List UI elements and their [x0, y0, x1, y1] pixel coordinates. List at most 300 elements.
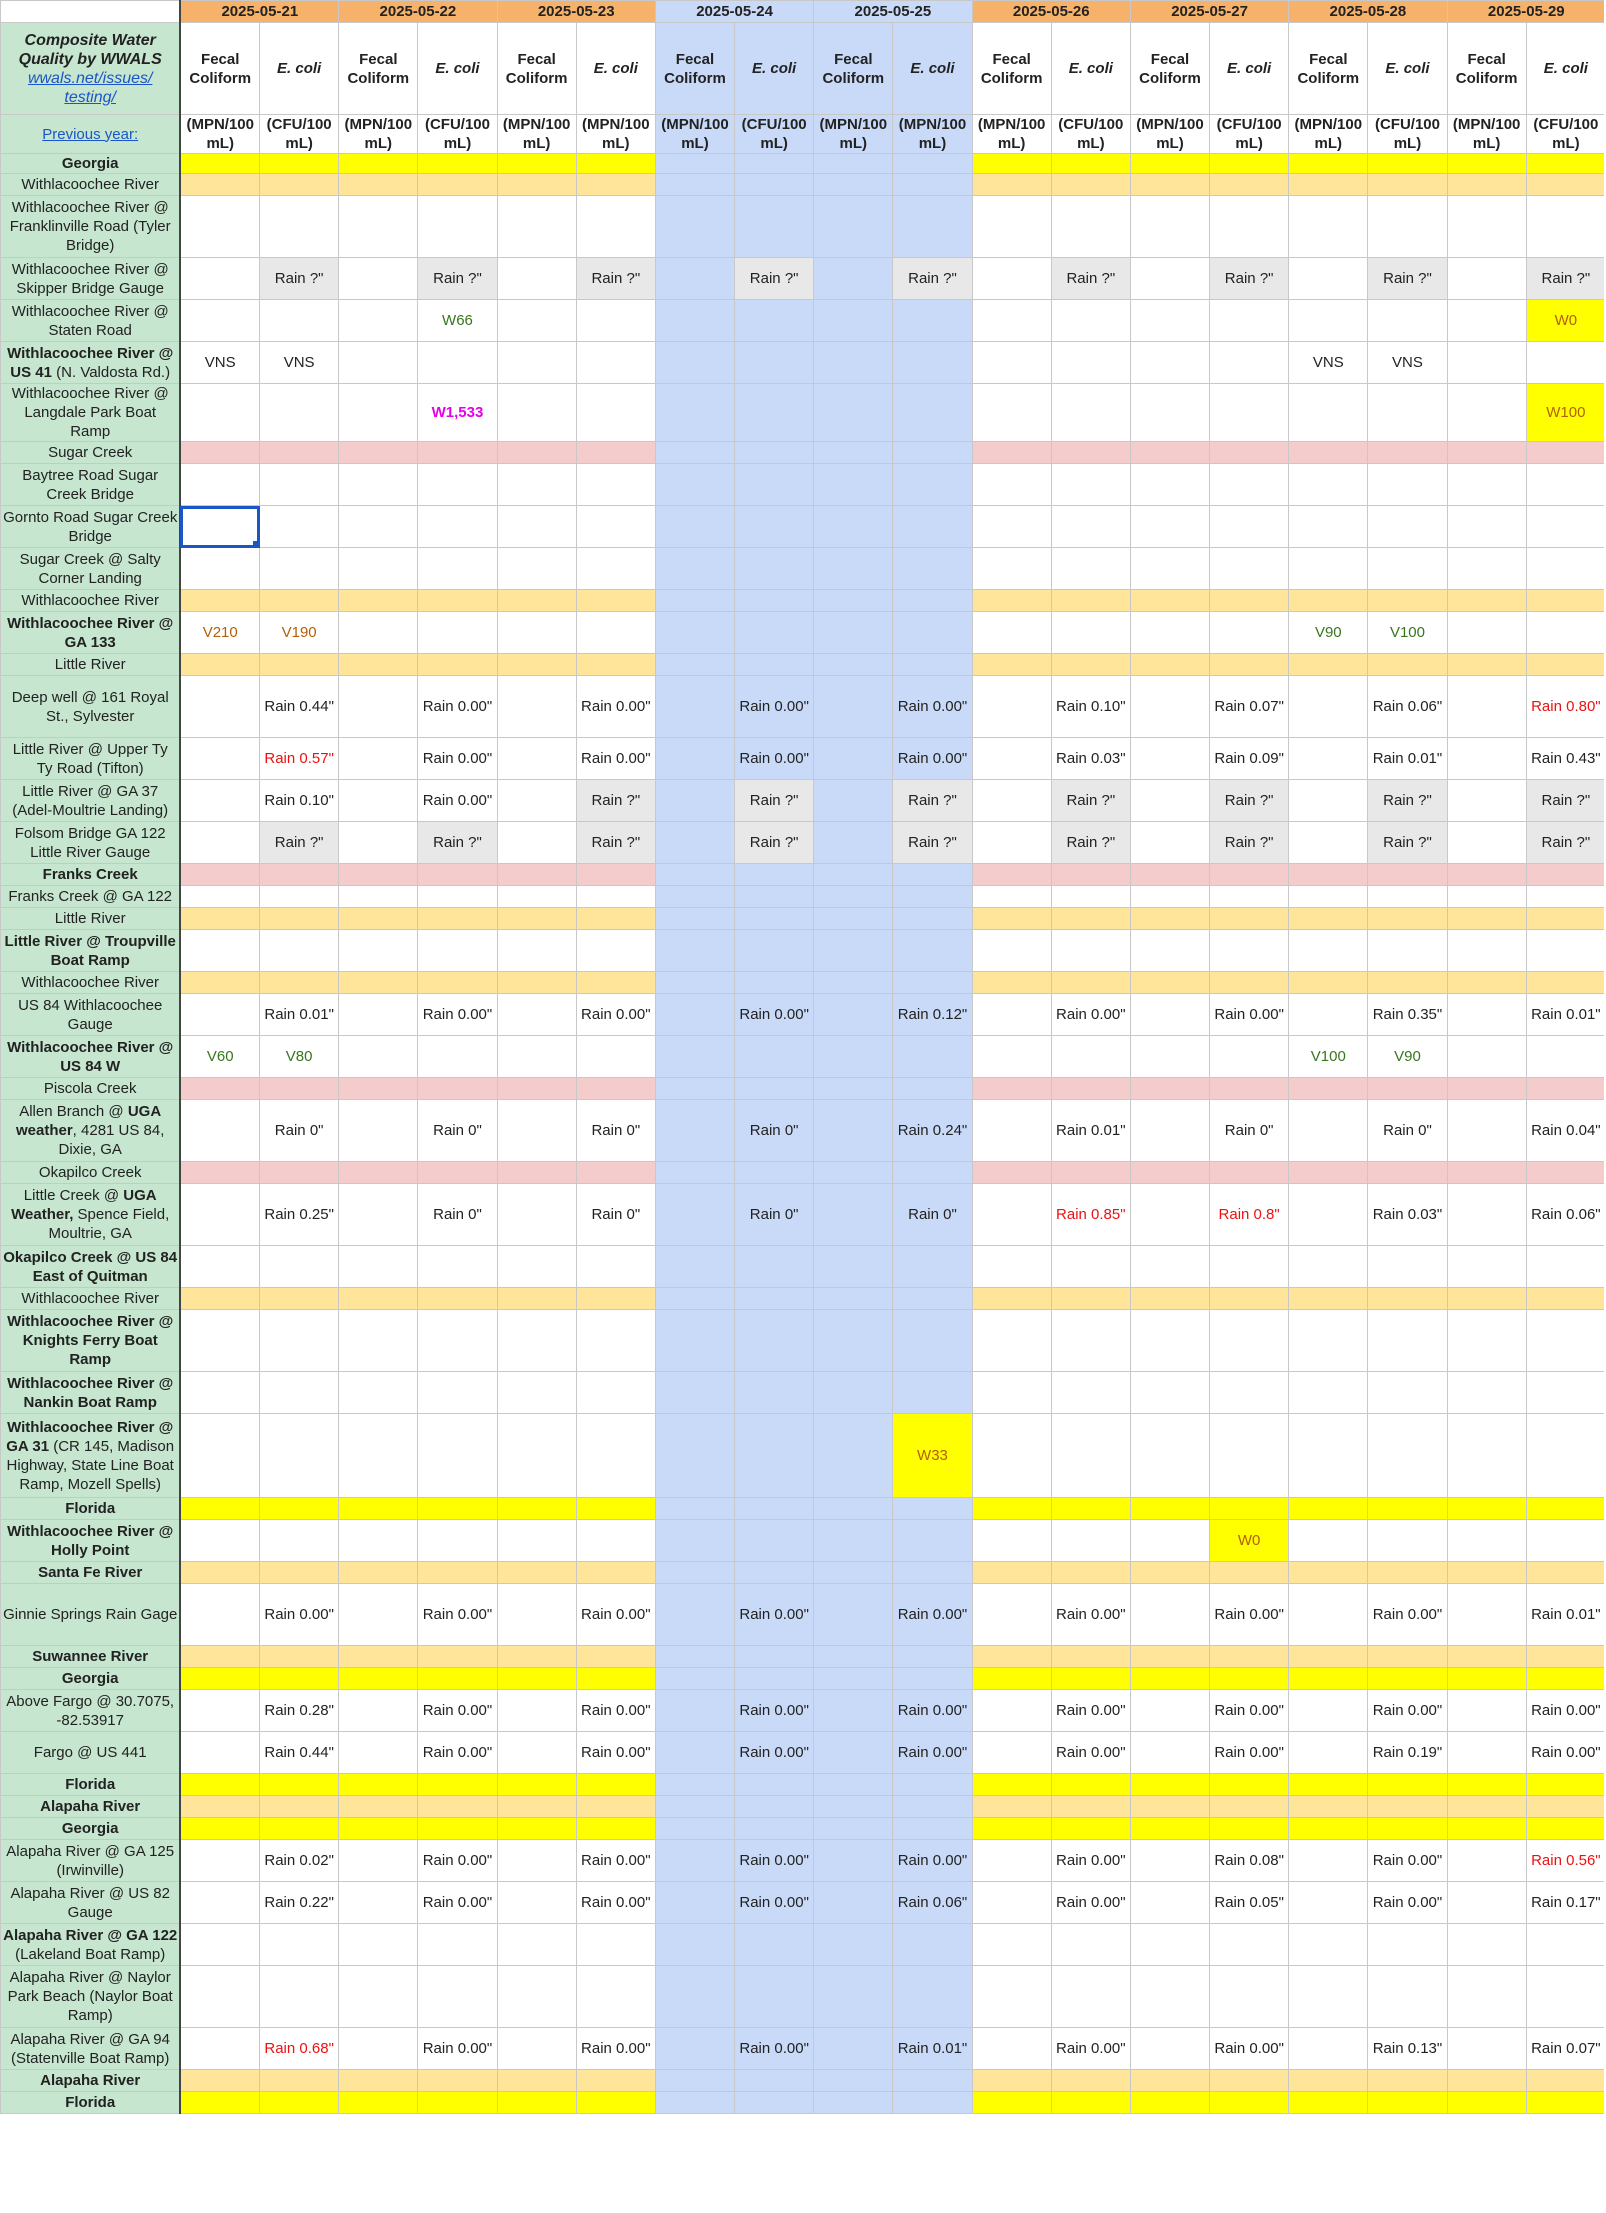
data-cell[interactable]: [1447, 930, 1526, 972]
data-cell[interactable]: [972, 1668, 1051, 1690]
data-cell[interactable]: [814, 1162, 893, 1184]
data-cell[interactable]: [655, 1668, 734, 1690]
data-cell[interactable]: [1526, 1646, 1605, 1668]
data-cell[interactable]: [655, 2092, 734, 2114]
data-cell[interactable]: [1210, 1036, 1289, 1078]
data-cell[interactable]: [260, 1310, 339, 1372]
data-cell[interactable]: [735, 1818, 814, 1840]
data-cell[interactable]: [339, 994, 418, 1036]
data-cell[interactable]: [893, 342, 972, 384]
data-cell[interactable]: [1289, 676, 1368, 738]
data-cell[interactable]: [339, 612, 418, 654]
data-cell[interactable]: Rain 0.8": [1210, 1184, 1289, 1246]
data-cell[interactable]: [1368, 1246, 1447, 1288]
data-cell[interactable]: [576, 1562, 655, 1584]
data-cell[interactable]: [497, 1774, 576, 1796]
data-cell[interactable]: [418, 1668, 497, 1690]
data-cell[interactable]: Rain 0.17": [1526, 1882, 1605, 1924]
data-cell[interactable]: Rain ?": [1368, 822, 1447, 864]
data-cell[interactable]: [814, 1078, 893, 1100]
data-cell[interactable]: [339, 908, 418, 930]
data-cell[interactable]: [260, 1774, 339, 1796]
data-cell[interactable]: [814, 1498, 893, 1520]
data-cell[interactable]: Rain 0.00": [1210, 1584, 1289, 1646]
data-cell[interactable]: [1368, 1520, 1447, 1562]
data-cell[interactable]: [497, 1372, 576, 1414]
data-cell[interactable]: [1447, 590, 1526, 612]
data-cell[interactable]: [655, 464, 734, 506]
data-cell[interactable]: [814, 994, 893, 1036]
data-cell[interactable]: [735, 2070, 814, 2092]
data-cell[interactable]: [339, 258, 418, 300]
data-cell[interactable]: [576, 1668, 655, 1690]
data-cell[interactable]: [1130, 590, 1209, 612]
data-cell[interactable]: [180, 972, 259, 994]
data-cell[interactable]: [180, 1372, 259, 1414]
data-cell[interactable]: [1289, 1246, 1368, 1288]
data-cell[interactable]: Rain 0.00": [735, 676, 814, 738]
data-cell[interactable]: [972, 1562, 1051, 1584]
data-cell[interactable]: [735, 1562, 814, 1584]
data-cell[interactable]: [735, 1372, 814, 1414]
data-cell[interactable]: [1289, 464, 1368, 506]
data-cell[interactable]: Rain 0.00": [1051, 2028, 1130, 2070]
data-cell[interactable]: [972, 1310, 1051, 1372]
data-cell[interactable]: [497, 1966, 576, 2028]
data-cell[interactable]: [576, 1310, 655, 1372]
data-cell[interactable]: [418, 612, 497, 654]
data-cell[interactable]: Rain 0.00": [576, 1840, 655, 1882]
data-cell[interactable]: [972, 1162, 1051, 1184]
data-cell[interactable]: [1289, 972, 1368, 994]
data-cell[interactable]: [893, 1818, 972, 1840]
data-cell[interactable]: [339, 1882, 418, 1924]
data-cell[interactable]: [735, 1796, 814, 1818]
data-cell[interactable]: [1130, 1162, 1209, 1184]
data-cell[interactable]: [497, 864, 576, 886]
data-cell[interactable]: [1051, 1520, 1130, 1562]
data-cell[interactable]: [497, 676, 576, 738]
data-cell[interactable]: [893, 1288, 972, 1310]
data-cell[interactable]: [814, 908, 893, 930]
data-cell[interactable]: [180, 1646, 259, 1668]
data-cell[interactable]: W66: [418, 300, 497, 342]
data-cell[interactable]: [576, 154, 655, 174]
data-cell[interactable]: Rain 0": [735, 1184, 814, 1246]
data-cell[interactable]: [1130, 196, 1209, 258]
data-cell[interactable]: [1447, 1414, 1526, 1498]
data-cell[interactable]: [418, 1288, 497, 1310]
data-cell[interactable]: Rain 0.00": [260, 1584, 339, 1646]
data-cell[interactable]: [1051, 1162, 1130, 1184]
data-cell[interactable]: [1526, 154, 1605, 174]
data-cell[interactable]: [1130, 654, 1209, 676]
data-cell[interactable]: [180, 1796, 259, 1818]
data-cell[interactable]: [1526, 1796, 1605, 1818]
data-cell[interactable]: [180, 1562, 259, 1584]
data-cell[interactable]: [339, 1100, 418, 1162]
data-cell[interactable]: [497, 1310, 576, 1372]
data-cell[interactable]: [1526, 196, 1605, 258]
data-cell[interactable]: [260, 464, 339, 506]
data-cell[interactable]: [655, 1246, 734, 1288]
data-cell[interactable]: [1051, 1818, 1130, 1840]
data-cell[interactable]: [260, 908, 339, 930]
data-cell[interactable]: [418, 154, 497, 174]
data-cell[interactable]: Rain 0.00": [893, 1840, 972, 1882]
data-cell[interactable]: [260, 506, 339, 548]
data-cell[interactable]: [497, 1840, 576, 1882]
data-cell[interactable]: [1210, 506, 1289, 548]
data-cell[interactable]: [1130, 342, 1209, 384]
data-cell[interactable]: [1447, 506, 1526, 548]
data-cell[interactable]: [735, 1246, 814, 1288]
data-cell[interactable]: VNS: [260, 342, 339, 384]
data-cell[interactable]: [735, 300, 814, 342]
data-cell[interactable]: [260, 1498, 339, 1520]
data-cell[interactable]: [972, 612, 1051, 654]
data-cell[interactable]: [655, 1036, 734, 1078]
data-cell[interactable]: [814, 1796, 893, 1818]
data-cell[interactable]: [576, 1246, 655, 1288]
data-cell[interactable]: [1289, 442, 1368, 464]
data-cell[interactable]: [972, 654, 1051, 676]
data-cell[interactable]: Rain 0.00": [418, 1840, 497, 1882]
data-cell[interactable]: [180, 864, 259, 886]
data-cell[interactable]: W1,533: [418, 384, 497, 442]
data-cell[interactable]: [972, 2092, 1051, 2114]
data-cell[interactable]: [1447, 1562, 1526, 1584]
data-cell[interactable]: Rain 0.00": [576, 1732, 655, 1774]
data-cell[interactable]: Rain 0.07": [1526, 2028, 1605, 2070]
data-cell[interactable]: [1289, 1732, 1368, 1774]
data-cell[interactable]: [497, 2028, 576, 2070]
data-cell[interactable]: [972, 342, 1051, 384]
data-cell[interactable]: [1130, 1288, 1209, 1310]
data-cell[interactable]: [1289, 1924, 1368, 1966]
data-cell[interactable]: Rain 0.80": [1526, 676, 1605, 738]
data-cell[interactable]: Rain 0.12": [893, 994, 972, 1036]
data-cell[interactable]: [339, 1288, 418, 1310]
data-cell[interactable]: Rain 0.44": [260, 1732, 339, 1774]
data-cell[interactable]: [1130, 930, 1209, 972]
data-cell[interactable]: [1447, 822, 1526, 864]
data-cell[interactable]: V190: [260, 612, 339, 654]
data-cell[interactable]: [1368, 930, 1447, 972]
data-cell[interactable]: [260, 930, 339, 972]
data-cell[interactable]: Rain 0.00": [418, 1690, 497, 1732]
data-cell[interactable]: [260, 972, 339, 994]
data-cell[interactable]: Rain ?": [1210, 780, 1289, 822]
data-cell[interactable]: [339, 1036, 418, 1078]
data-cell[interactable]: Rain ?": [1051, 780, 1130, 822]
data-cell[interactable]: [418, 1966, 497, 2028]
data-cell[interactable]: Rain 0.22": [260, 1882, 339, 1924]
data-cell[interactable]: [180, 994, 259, 1036]
data-cell[interactable]: [814, 258, 893, 300]
data-cell[interactable]: [1368, 1966, 1447, 2028]
data-cell[interactable]: [893, 464, 972, 506]
data-cell[interactable]: [180, 590, 259, 612]
data-cell[interactable]: [735, 1924, 814, 1966]
data-cell[interactable]: [1447, 342, 1526, 384]
data-cell[interactable]: [497, 1184, 576, 1246]
data-cell[interactable]: [1447, 1520, 1526, 1562]
data-cell[interactable]: Rain ?": [1526, 822, 1605, 864]
data-cell[interactable]: [655, 1562, 734, 1584]
data-cell[interactable]: [339, 174, 418, 196]
data-cell[interactable]: [655, 1372, 734, 1414]
data-cell[interactable]: [180, 442, 259, 464]
data-cell[interactable]: [1289, 1774, 1368, 1796]
data-cell[interactable]: [576, 1520, 655, 1562]
data-cell[interactable]: [418, 1774, 497, 1796]
data-cell[interactable]: [260, 1414, 339, 1498]
data-cell[interactable]: [1051, 1562, 1130, 1584]
data-cell[interactable]: [497, 384, 576, 442]
data-cell[interactable]: Rain 0": [576, 1184, 655, 1246]
data-cell[interactable]: [1289, 864, 1368, 886]
data-cell[interactable]: [1130, 1840, 1209, 1882]
data-cell[interactable]: [1526, 1498, 1605, 1520]
data-cell[interactable]: [339, 1498, 418, 1520]
data-cell[interactable]: [972, 676, 1051, 738]
data-cell[interactable]: [1210, 342, 1289, 384]
data-cell[interactable]: [497, 1520, 576, 1562]
data-cell[interactable]: [655, 442, 734, 464]
data-cell[interactable]: [814, 1668, 893, 1690]
data-cell[interactable]: [1051, 590, 1130, 612]
data-cell[interactable]: [497, 1882, 576, 1924]
data-cell[interactable]: Rain 0.00": [735, 2028, 814, 2070]
data-cell[interactable]: [180, 1690, 259, 1732]
data-cell[interactable]: [576, 1036, 655, 1078]
data-cell[interactable]: [497, 994, 576, 1036]
data-cell[interactable]: [1447, 1882, 1526, 1924]
data-cell[interactable]: [1130, 1078, 1209, 1100]
data-cell[interactable]: [1051, 1966, 1130, 2028]
data-cell[interactable]: W33: [893, 1414, 972, 1498]
data-cell[interactable]: [893, 196, 972, 258]
data-cell[interactable]: [497, 590, 576, 612]
data-cell[interactable]: [893, 590, 972, 612]
data-cell[interactable]: [893, 1668, 972, 1690]
data-cell[interactable]: [1051, 506, 1130, 548]
data-cell[interactable]: [418, 174, 497, 196]
data-cell[interactable]: [1051, 548, 1130, 590]
data-cell[interactable]: [735, 1036, 814, 1078]
data-cell[interactable]: [655, 1774, 734, 1796]
data-cell[interactable]: Rain ?": [1051, 258, 1130, 300]
data-cell[interactable]: [1210, 2070, 1289, 2092]
data-cell[interactable]: [1289, 1668, 1368, 1690]
data-cell[interactable]: [655, 1882, 734, 1924]
data-cell[interactable]: Rain ?": [260, 822, 339, 864]
data-cell[interactable]: [1526, 1078, 1605, 1100]
data-cell[interactable]: [1289, 1100, 1368, 1162]
data-cell[interactable]: [655, 1840, 734, 1882]
data-cell[interactable]: [655, 1078, 734, 1100]
data-cell[interactable]: [1368, 1774, 1447, 1796]
data-cell[interactable]: [576, 464, 655, 506]
data-cell[interactable]: [339, 1690, 418, 1732]
data-cell[interactable]: Rain 0.06": [1526, 1184, 1605, 1246]
data-cell[interactable]: [1447, 612, 1526, 654]
data-cell[interactable]: Rain 0.00": [1210, 1732, 1289, 1774]
data-cell[interactable]: [655, 908, 734, 930]
data-cell[interactable]: Rain 0.03": [1368, 1184, 1447, 1246]
data-cell[interactable]: [1210, 654, 1289, 676]
data-cell[interactable]: [1368, 174, 1447, 196]
data-cell[interactable]: [576, 2092, 655, 2114]
data-cell[interactable]: [1289, 384, 1368, 442]
data-cell[interactable]: [418, 972, 497, 994]
data-cell[interactable]: Rain 0.00": [1368, 1690, 1447, 1732]
data-cell[interactable]: [814, 1310, 893, 1372]
data-cell[interactable]: Rain 0": [1210, 1100, 1289, 1162]
data-cell[interactable]: [972, 1882, 1051, 1924]
data-cell[interactable]: [1130, 1246, 1209, 1288]
data-cell[interactable]: [814, 738, 893, 780]
data-cell[interactable]: [497, 1732, 576, 1774]
data-cell[interactable]: [655, 1100, 734, 1162]
data-cell[interactable]: [260, 442, 339, 464]
data-cell[interactable]: Rain 0.10": [1051, 676, 1130, 738]
data-cell[interactable]: Rain 0.00": [1210, 2028, 1289, 2070]
data-cell[interactable]: [260, 590, 339, 612]
data-cell[interactable]: [1447, 780, 1526, 822]
data-cell[interactable]: [497, 1036, 576, 1078]
data-cell[interactable]: [735, 1498, 814, 1520]
data-cell[interactable]: [814, 1520, 893, 1562]
previous-year-link[interactable]: Previous year:: [1, 115, 181, 154]
data-cell[interactable]: [1447, 1732, 1526, 1774]
data-cell[interactable]: [814, 300, 893, 342]
data-cell[interactable]: [972, 1584, 1051, 1646]
date-header[interactable]: 2025-05-28: [1289, 1, 1447, 23]
data-cell[interactable]: [497, 442, 576, 464]
data-cell[interactable]: [972, 1184, 1051, 1246]
data-cell[interactable]: [339, 1562, 418, 1584]
data-cell[interactable]: [1051, 464, 1130, 506]
data-cell[interactable]: [735, 590, 814, 612]
data-cell[interactable]: [1526, 1818, 1605, 1840]
data-cell[interactable]: V90: [1368, 1036, 1447, 1078]
data-cell[interactable]: [180, 1840, 259, 1882]
data-cell[interactable]: [180, 1584, 259, 1646]
data-cell[interactable]: [972, 506, 1051, 548]
data-cell[interactable]: [1289, 1414, 1368, 1498]
data-cell[interactable]: [576, 1924, 655, 1966]
data-cell[interactable]: [1447, 1774, 1526, 1796]
data-cell[interactable]: [814, 930, 893, 972]
data-cell[interactable]: Rain 0.00": [1526, 1690, 1605, 1732]
date-header[interactable]: 2025-05-25: [814, 1, 972, 23]
data-cell[interactable]: [576, 908, 655, 930]
data-cell[interactable]: V210: [180, 612, 259, 654]
data-cell[interactable]: [418, 342, 497, 384]
data-cell[interactable]: Rain 0.03": [1051, 738, 1130, 780]
data-cell[interactable]: [180, 384, 259, 442]
data-cell[interactable]: Rain 0": [576, 1100, 655, 1162]
data-cell[interactable]: Rain 0.00": [893, 1690, 972, 1732]
data-cell[interactable]: [497, 1078, 576, 1100]
data-cell[interactable]: [893, 384, 972, 442]
data-cell[interactable]: Rain 0.00": [735, 994, 814, 1036]
data-cell[interactable]: [339, 506, 418, 548]
data-cell[interactable]: [814, 1882, 893, 1924]
data-cell[interactable]: [1526, 1162, 1605, 1184]
data-cell[interactable]: Rain 0.00": [576, 676, 655, 738]
data-cell[interactable]: [1368, 2070, 1447, 2092]
data-cell[interactable]: [814, 612, 893, 654]
data-cell[interactable]: [1368, 384, 1447, 442]
data-cell[interactable]: Rain 0": [735, 1100, 814, 1162]
data-cell[interactable]: [180, 1882, 259, 1924]
data-cell[interactable]: [339, 196, 418, 258]
data-cell[interactable]: [576, 300, 655, 342]
data-cell[interactable]: [418, 930, 497, 972]
data-cell[interactable]: [1368, 196, 1447, 258]
data-cell[interactable]: [180, 886, 259, 908]
data-cell[interactable]: [1130, 1774, 1209, 1796]
data-cell[interactable]: [1130, 780, 1209, 822]
data-cell[interactable]: [1210, 1774, 1289, 1796]
data-cell[interactable]: Rain 0.00": [1051, 1732, 1130, 1774]
data-cell[interactable]: [893, 1646, 972, 1668]
data-cell[interactable]: [1368, 1646, 1447, 1668]
data-cell[interactable]: [497, 886, 576, 908]
data-cell[interactable]: [893, 1246, 972, 1288]
data-cell[interactable]: [1051, 1288, 1130, 1310]
data-cell[interactable]: Rain ?": [1051, 822, 1130, 864]
data-cell[interactable]: [497, 196, 576, 258]
data-cell[interactable]: [497, 780, 576, 822]
data-cell[interactable]: [814, 1288, 893, 1310]
data-cell[interactable]: [1447, 886, 1526, 908]
data-cell[interactable]: [1526, 548, 1605, 590]
data-cell[interactable]: [1210, 464, 1289, 506]
data-cell[interactable]: [655, 1796, 734, 1818]
data-cell[interactable]: [1210, 196, 1289, 258]
data-cell[interactable]: [180, 1668, 259, 1690]
data-cell[interactable]: [1447, 1840, 1526, 1882]
data-cell[interactable]: [1526, 1668, 1605, 1690]
data-cell[interactable]: [655, 994, 734, 1036]
data-cell[interactable]: [576, 384, 655, 442]
data-cell[interactable]: [972, 1520, 1051, 1562]
data-cell[interactable]: [1526, 1966, 1605, 2028]
data-cell[interactable]: [1051, 1668, 1130, 1690]
data-cell[interactable]: [1526, 1372, 1605, 1414]
data-cell[interactable]: [418, 1646, 497, 1668]
data-cell[interactable]: [1289, 174, 1368, 196]
data-cell[interactable]: [180, 548, 259, 590]
data-cell[interactable]: Rain 0.00": [418, 738, 497, 780]
data-cell[interactable]: [972, 1414, 1051, 1498]
data-cell[interactable]: Rain ?": [576, 780, 655, 822]
data-cell[interactable]: [418, 1414, 497, 1498]
data-cell[interactable]: [1210, 590, 1289, 612]
testing-link[interactable]: wwals.net/issues/ testing/: [27, 69, 153, 106]
data-cell[interactable]: [418, 1246, 497, 1288]
data-cell[interactable]: [814, 1562, 893, 1584]
data-cell[interactable]: Rain 0.00": [418, 1882, 497, 1924]
data-cell[interactable]: [418, 1818, 497, 1840]
data-cell[interactable]: [1526, 174, 1605, 196]
data-cell[interactable]: [1130, 738, 1209, 780]
data-cell[interactable]: Rain 0.00": [735, 1584, 814, 1646]
